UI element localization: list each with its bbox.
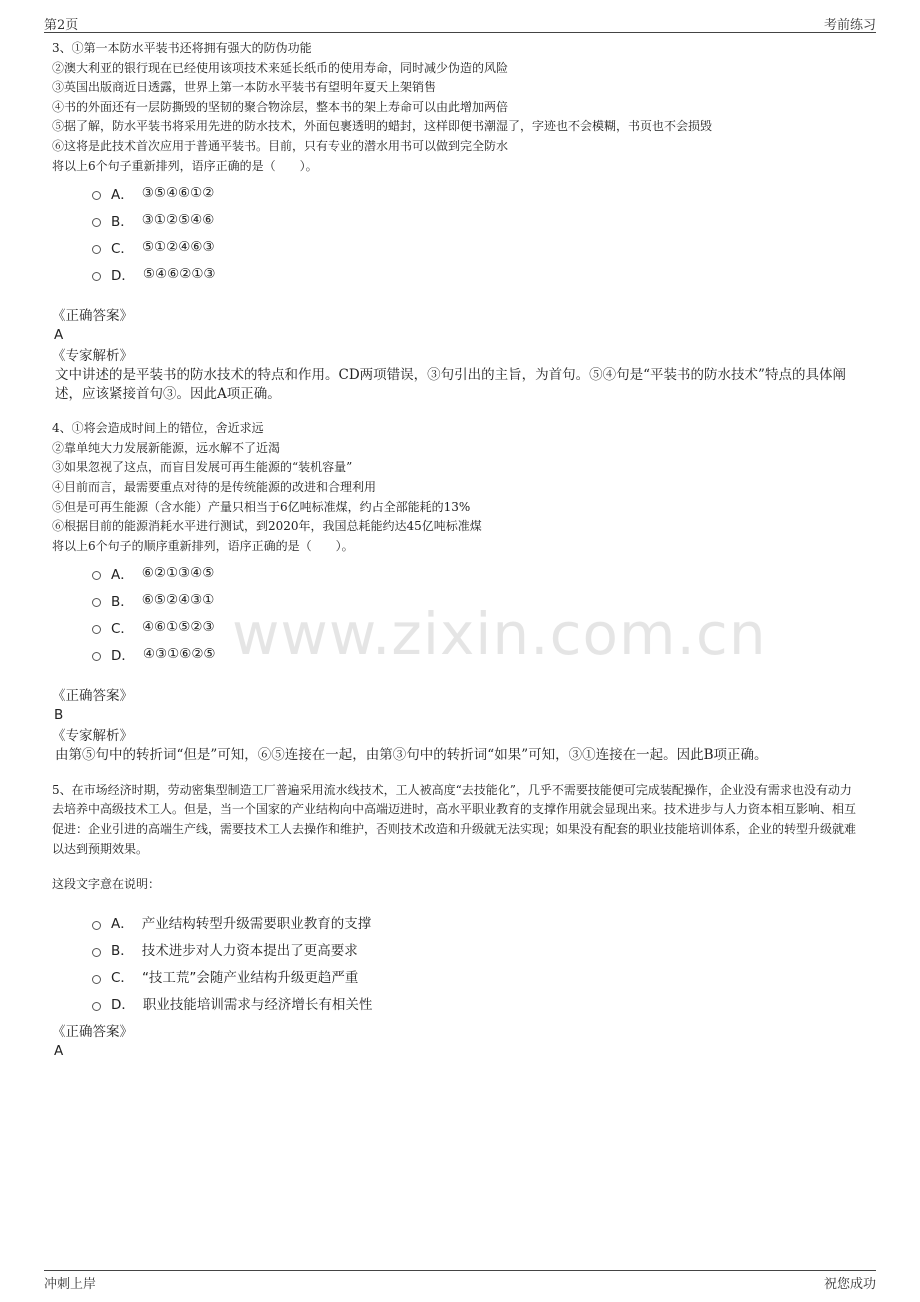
analysis-text: 由第⑤句中的转折词“但是”可知，⑥⑤连接在一起，由第③句中的转折词“如果”可知，③①连接在一起。因此B项正确。 [55,747,768,764]
option-letter: A． [111,566,134,583]
option-a[interactable] [92,909,872,936]
document-body [52,39,872,1061]
footer-right-text: 祝您成功 [823,1277,876,1292]
option-text: ⑤①②④⑥③ [141,238,215,255]
option-d[interactable] [92,990,872,1017]
option-list [92,559,872,667]
question-5 [52,781,872,1061]
option-a[interactable] [92,179,872,206]
radio-button-icon[interactable] [92,975,101,984]
radio-button-icon[interactable] [92,598,101,607]
option-d[interactable] [92,640,872,667]
option-text: ⑥⑤②④③① [141,591,215,608]
analysis-heading: 《专家解析》 [52,348,133,365]
watermark: www.zixin.com.cn [232,600,767,668]
option-text: 技术进步对人力资本提出了更高要求 [141,943,358,960]
question-line: ③如果忽视了这点，而盲目发展可再生能源的“装机容量” [52,460,353,475]
option-b[interactable] [92,936,872,963]
option-letter: B． [111,943,134,960]
option-d[interactable] [92,260,872,287]
question-3 [52,39,872,403]
option-letter: C． [111,620,134,637]
option-text: ⑥②①③④⑤ [141,564,215,581]
option-text: ③⑤④⑥①② [141,184,215,201]
option-text: 职业技能培训需求与经济增长有相关性 [142,997,373,1014]
radio-button-icon[interactable] [92,921,101,930]
option-text: ⑤④⑥②①③ [142,265,216,282]
answer-heading: 《正确答案》 [52,1023,133,1040]
question-line: ④书的外面还有一层防撕毁的坚韧的聚合物涂层，整本书的架上寿命可以由此增加两倍 [52,99,509,114]
option-letter: C． [111,970,134,987]
option-list [92,179,872,287]
option-c[interactable] [92,613,872,640]
question-4 [52,419,872,765]
question-line: 3、①第一本防水平装书还将拥有强大的防伪功能 [52,41,312,55]
option-letter: D． [111,647,135,664]
option-list [92,909,872,1017]
analysis-text: 文中讲述的是平装书的防水技术的特点和作用。CD两项错误，③句引出的主旨，为首句。⑤④句是“平装书的防水技术”特点的具体阐述，应该紧接首句③。因此A项正确。 [55,367,846,402]
question-line: ②靠单纯大力发展新能源，远水解不了近渴 [52,440,281,455]
radio-button-icon[interactable] [92,191,101,200]
radio-button-icon[interactable] [92,571,101,580]
question-prompt: 将以上6个句子的顺序重新排列，语序正确的是（ ）。 [52,538,354,553]
option-b[interactable] [92,586,872,613]
option-letter: B． [111,213,134,230]
question-line: ⑤但是可再生能源（含水能）产量只相当于6亿吨标准煤，约占全部能耗的13% [52,499,471,514]
header-title: 考前练习 [823,18,876,33]
question-line: ⑥根据目前的能源消耗水平进行测试，到2020年，我国总耗能约达45亿吨标准煤 [52,519,482,534]
option-c[interactable] [92,963,872,990]
answer-value: A [54,327,64,344]
question-line: 4、①将会造成时间上的错位，舍近求远 [52,421,264,436]
page-header [44,14,876,33]
option-letter: D． [111,997,135,1014]
analysis-heading: 《专家解析》 [52,728,133,745]
question-line: ②澳大利亚的银行现在已经使用该项技术来延长纸币的使用寿命，同时减少伪造的风险 [52,60,509,75]
question-prompt: 这段文字意在说明： [52,877,161,892]
footer-left-text: 冲刺上岸 [44,1277,97,1292]
question-prompt: 将以上6个句子重新排列，语序正确的是（ ）。 [52,158,318,173]
radio-button-icon[interactable] [92,245,101,254]
page-footer [44,1270,876,1291]
option-c[interactable] [92,233,872,260]
answer-value: A [54,1042,64,1059]
radio-button-icon[interactable] [92,1002,101,1011]
option-text: ④③①⑥②⑤ [142,645,216,662]
option-letter: D． [111,267,135,284]
option-text: ③①②⑤④⑥ [141,211,215,228]
option-letter: A． [111,916,134,933]
question-line: ⑥这将是此技术首次应用于普通平装书。目前，只有专业的潜水用书可以做到完全防水 [52,138,509,153]
option-text: ④⑥①⑤②③ [141,618,215,635]
radio-button-icon[interactable] [92,948,101,957]
question-line: ⑤据了解，防水平装书将采用先进的防水技术，外面包裹透明的蜡封，这样即便书潮湿了，字迹也不会模糊，书页也不会损毁 [52,119,713,134]
option-letter: C． [111,240,134,257]
radio-button-icon[interactable] [92,625,101,634]
radio-button-icon[interactable] [92,272,101,281]
option-letter: A． [111,186,134,203]
question-line: ③英国出版商近日透露，世界上第一本防水平装书有望明年夏天上架销售 [52,80,437,95]
page-number: 第2页 [44,18,79,33]
question-paragraph: 5、在市场经济时期，劳动密集型制造工厂普遍采用流水线技术，工人被高度“去技能化”，几乎不需要技能便可完成装配操作，企业没有需求也没有动力去培养中高级技术工人。但是，当一个国家的产业结构向中高端迈进时，高水平职业教育的支撑作用就会显现出来。技术进步与人力资本相互影响、相互促进：企业引进的高端生产线，需要技术工人去操作和维护，否则技术改造和升级就无法实现；如果没有配套的职业技能培训体系，企业的转型升级就难以达到预期效果。 [52,782,857,856]
answer-heading: 《正确答案》 [52,308,133,325]
option-a[interactable] [92,559,872,586]
question-line: ④目前而言，最需要重点对待的是传统能源的改进和合理利用 [52,479,377,494]
option-b[interactable] [92,206,872,233]
radio-button-icon[interactable] [92,218,101,227]
option-letter: B． [111,593,134,610]
option-text: “技工荒”会随产业结构升级更趋严重 [141,970,359,987]
radio-button-icon[interactable] [92,652,101,661]
option-text: 产业结构转型升级需要职业教育的支撑 [141,916,372,933]
answer-heading: 《正确答案》 [52,688,133,705]
answer-value: B [54,707,64,724]
